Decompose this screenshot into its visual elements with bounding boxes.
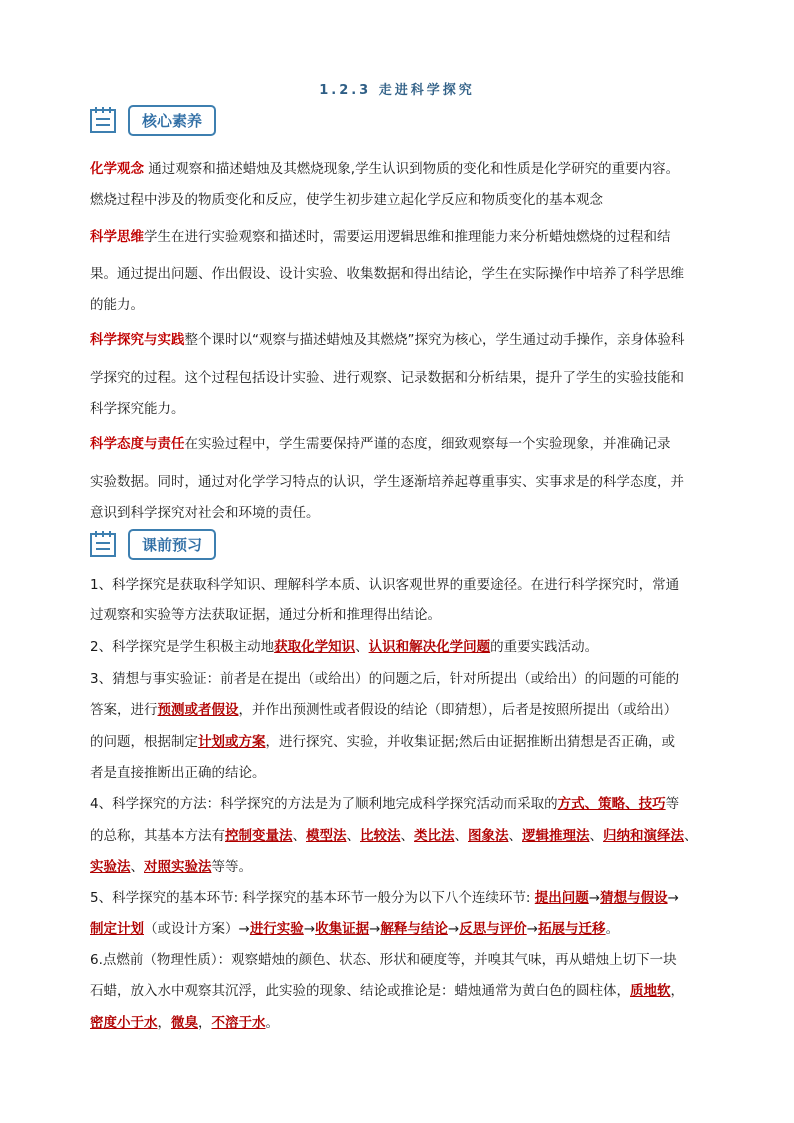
preview-p5-line-1: 5、科学探究的基本环节: 科学探究的基本环节一般分为以下八个连续环节: 提出问题→猜想与假设→ bbox=[90, 890, 679, 906]
preview-p4-line-3: 实验法、对照实验法等等。 bbox=[90, 859, 252, 875]
core-item-2-line-2: 果。通过提出问题、作出假设、设计实验、收集数据和得出结论，学生在实际操作中培养了科学思维 bbox=[90, 266, 684, 282]
preview-p2: 2、科学探究是学生积极主动地获取化学知识、认识和解决化学问题的重要实践活动。 bbox=[90, 639, 599, 655]
preview-p6-line-3: 密度小于水，微臭，不溶于水。 bbox=[90, 1015, 279, 1031]
core-item-2-line-3: 的能力。 bbox=[90, 297, 144, 313]
preview-p1-line-1: 1、科学探究是获取科学知识、理解科学本质、认识客观世界的重要途径。在进行科学探究时，常通 bbox=[90, 577, 680, 593]
section-label-core: 核心素养 bbox=[128, 105, 216, 136]
notebook-icon bbox=[88, 105, 118, 135]
core-item-3-line-3: 科学探究能力。 bbox=[90, 401, 185, 417]
core-item-4-line-3: 意识到科学探究对社会和环境的责任。 bbox=[90, 505, 320, 521]
core-item-4-line-2: 实验数据。同时，通过对化学学习特点的认识，学生逐渐培养起尊重事实、实事求是的科学态度，并 bbox=[90, 474, 684, 490]
preview-p3-line-2: 答案，进行预测或者假设，并作出预测性或者假设的结论（即猜想），后者是按照所提出（或给出） bbox=[90, 702, 678, 718]
core-item-1-line-2: 燃烧过程中涉及的物质变化和反应，使学生初步建立起化学反应和物质变化的基本观念 bbox=[90, 192, 603, 208]
preview-p5-line-2: 制定计划（或设计方案）→进行实验→收集证据→解释与结论→反思与评价→拓展与迁移。 bbox=[90, 921, 620, 937]
core-item-2-line-1: 科学思维学生在进行实验观察和描述时，需要运用逻辑思维和推理能力来分析蜡烛燃烧的过程和结 bbox=[90, 229, 671, 245]
core-item-3-line-2: 学探究的过程。这个过程包括设计实验、进行观察、记录数据和分析结果，提升了学生的实验技能和 bbox=[90, 370, 684, 386]
lesson-title: 1.2.3 走进科学探究 bbox=[319, 83, 475, 98]
preview-p4-line-2: 的总称，其基本方法有控制变量法、模型法、比较法、类比法、图象法、逻辑推理法、归纳和演绎法、 bbox=[90, 828, 698, 844]
preview-p1-line-2: 过观察和实验等方法获取证据，通过分析和推理得出结论。 bbox=[90, 607, 441, 623]
preview-p6-line-1: 6.点燃前（物理性质）：观察蜡烛的颜色、状态、形状和硬度等，并嗅其气味，再从蜡烛上切下一块 bbox=[90, 952, 677, 968]
section-header-core bbox=[88, 103, 216, 137]
preview-p4-line-1: 4、科学探究的方法：科学探究的方法是为了顺利地完成科学探究活动而采取的方式、策略、技巧等 bbox=[90, 796, 680, 812]
preview-p3-line-4: 者是直接推断出正确的结论。 bbox=[90, 765, 266, 781]
preview-p3-line-3: 的问题，根据制定计划或方案，进行探究、实验，并收集证据;然后由证据推断出猜想是否正确，或 bbox=[90, 734, 676, 750]
core-item-1-line-1: 化学观念 通过观察和描述蜡烛及其燃烧现象,学生认识到物质的变化和性质是化学研究的重要内容。 bbox=[90, 161, 680, 177]
section-header-preview bbox=[88, 527, 216, 561]
preview-p6-line-2: 石蜡，放入水中观察其沉浮，此实验的现象、结论或推论是：蜡烛通常为黄白色的圆柱体，质地软， bbox=[90, 983, 684, 999]
section-label-preview: 课前预习 bbox=[128, 529, 216, 560]
notebook-icon bbox=[88, 529, 118, 559]
core-item-3-line-1: 科学探究与实践整个课时以“观察与描述蜡烛及其燃烧”探究为核心，学生通过动手操作，亲身体验科 bbox=[90, 332, 685, 348]
core-item-4-line-1: 科学态度与责任在实验过程中，学生需要保持严谨的态度，细致观察每一个实验现象，并准确记录 bbox=[90, 436, 671, 452]
preview-p3-line-1: 3、猜想与事实验证：前者是在提出（或给出）的问题之后，针对所提出（或给出）的问题的可能的 bbox=[90, 671, 680, 687]
